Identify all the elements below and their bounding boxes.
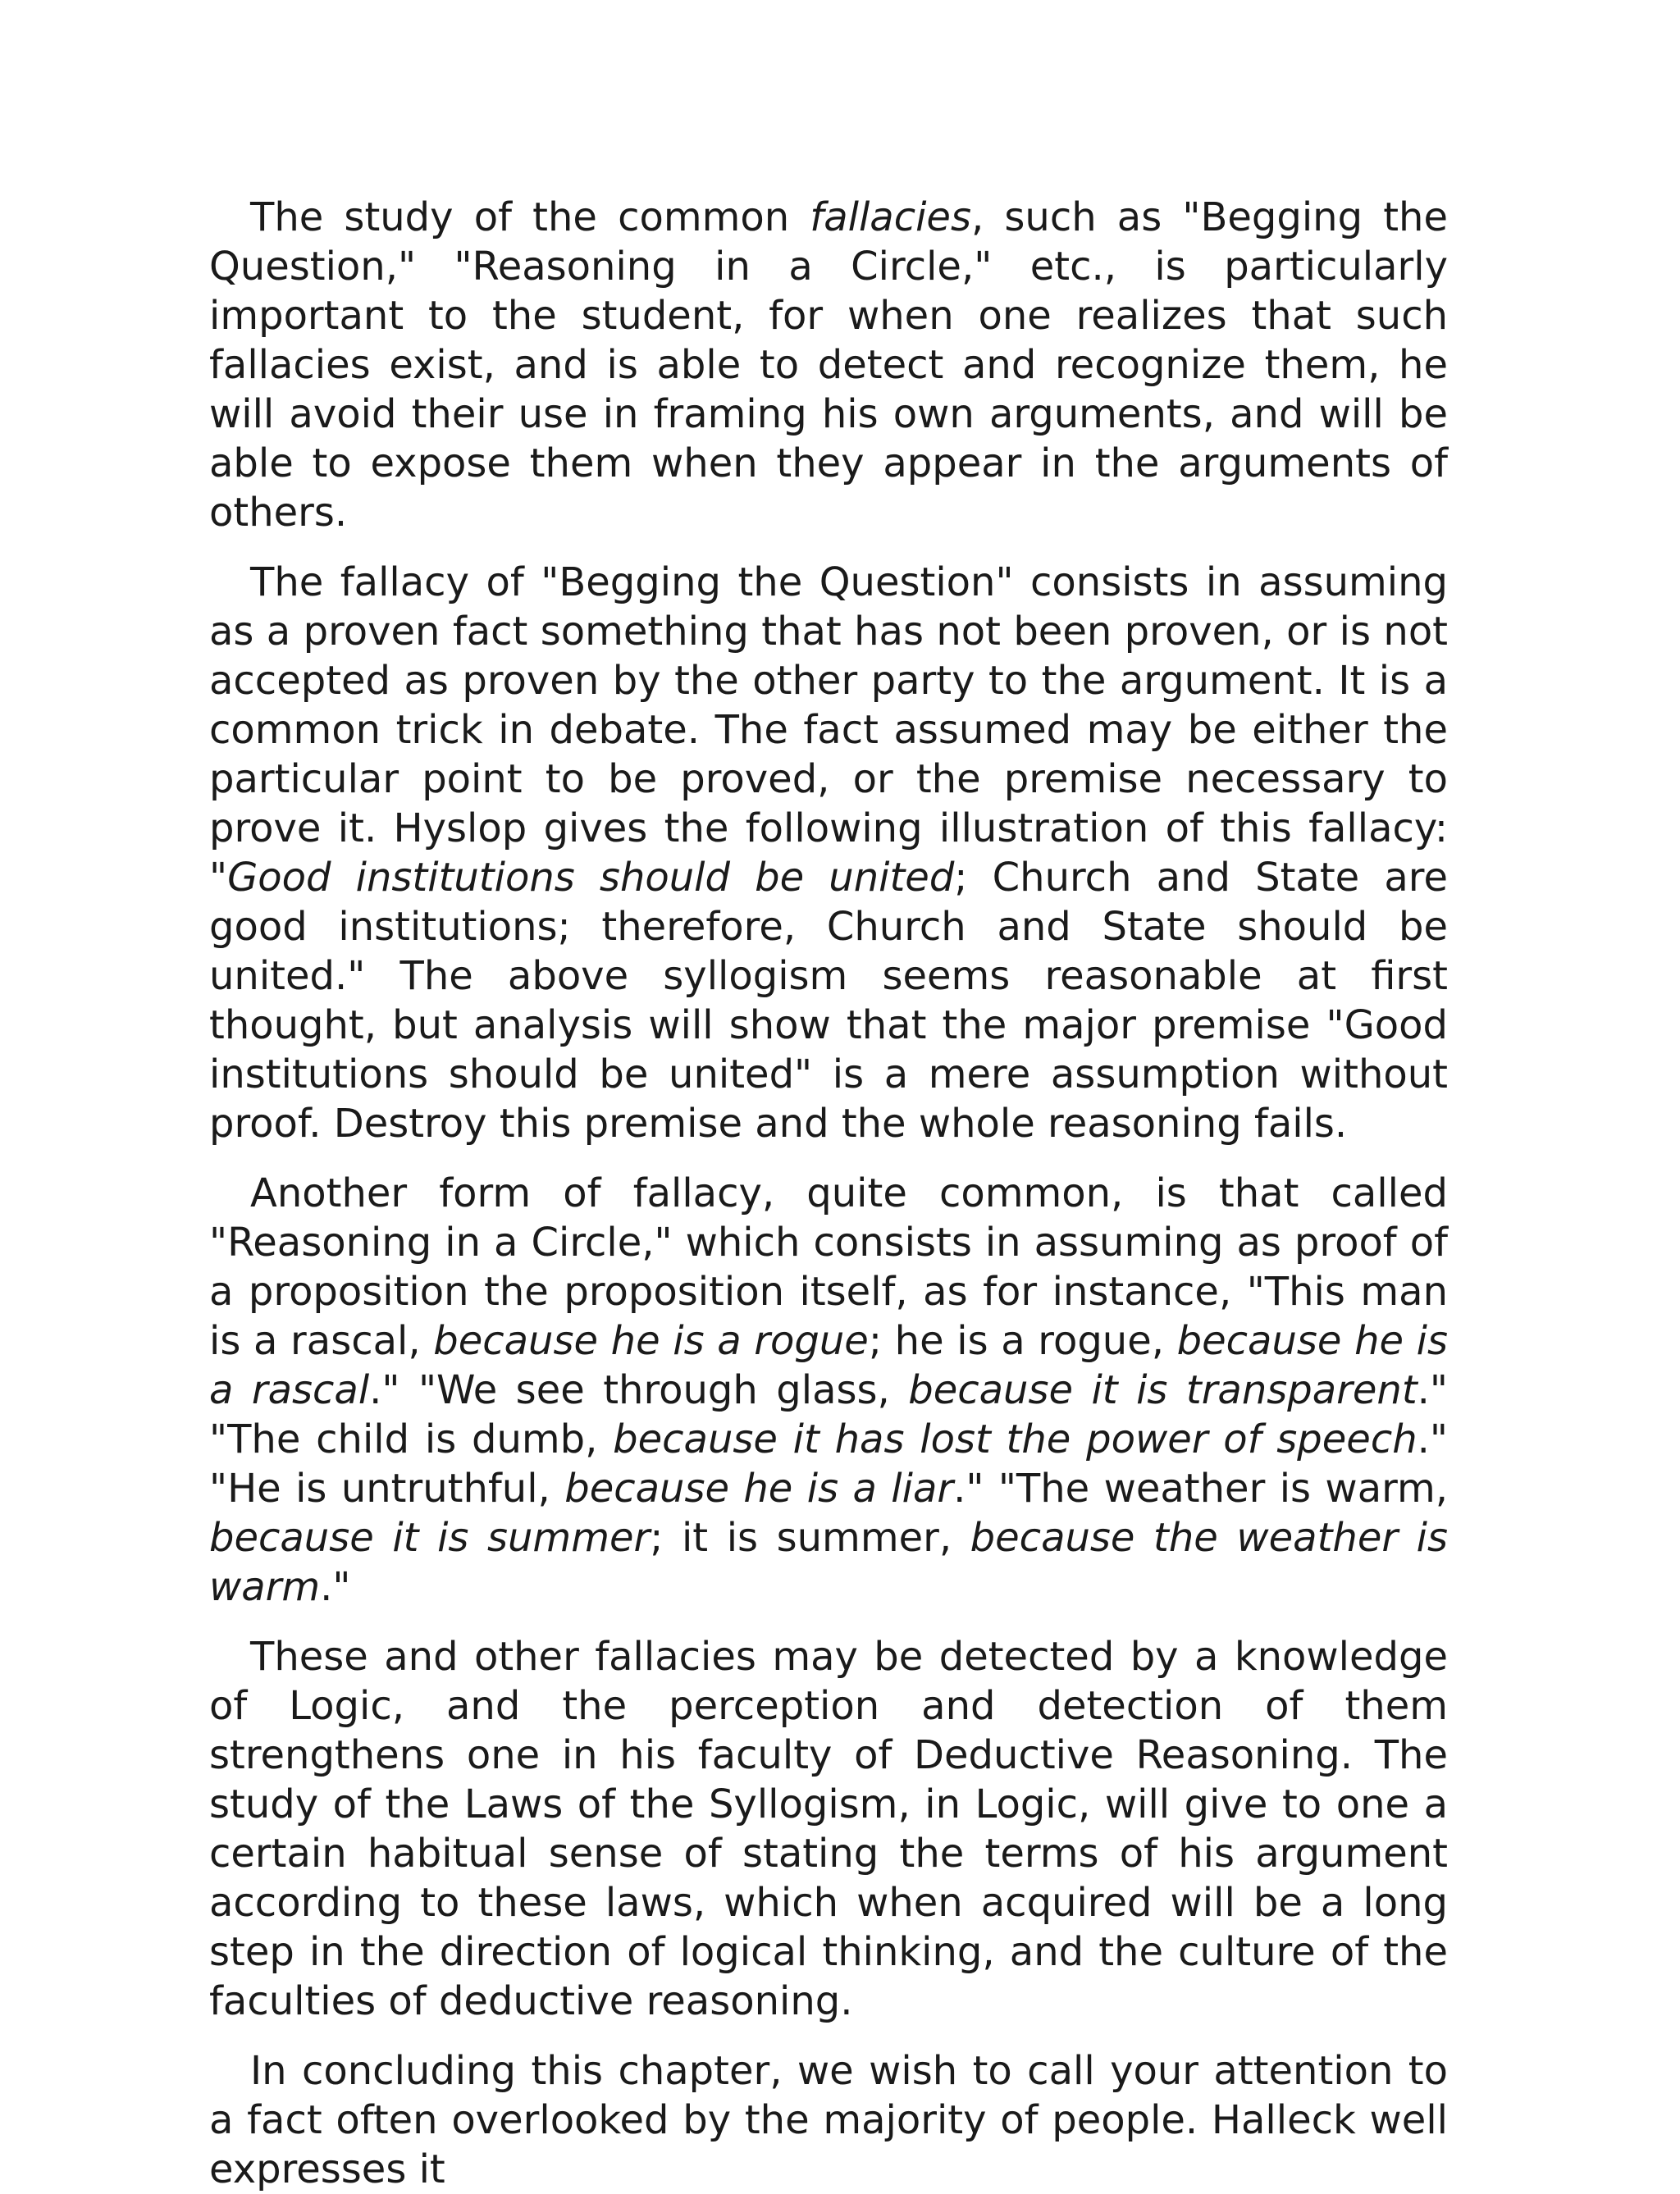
italic-text: because he is a rascal <box>209 1318 1449 1413</box>
text-run: The study of the common <box>250 194 810 240</box>
text-run: In concluding this chapter, we wish to call your attention to a fact often overlooked by the majority of people. Halleck well expresses it <box>209 2048 1448 2192</box>
italic-text: because he is a liar <box>564 1466 954 1512</box>
paragraph-begging-the-question <box>209 558 1448 1148</box>
italic-text: fallacies <box>810 194 971 240</box>
text-run: These and other fallacies may be detected by a knowledge of Logic, and the perception and detection of them strengthens one in his faculty of Deductive Reasoning. The study of the Laws of the Syllogism, in Logic, will give to one a certain habitual sense of stating the terms of his argument according to these laws, which when acquired will be a long step in the direction of logical thinking, and the culture of the faculties of deductive reasoning. <box>209 1634 1448 2024</box>
text-run: ." "We see through glass, <box>369 1367 909 1413</box>
italic-text: because it is summer <box>209 1515 651 1561</box>
text-run: ." "He is untruthful, <box>209 1416 1448 1512</box>
text-run: , such as "Begging the Question," "Reasoning in a Circle," etc., is particularly important to the student, for when one realizes that such fallacies exist, and is able to detect and recognize them, he will avoid their use in framing his own arguments, and will be able to expose them when they appear in the arguments of others. <box>209 194 1448 536</box>
text-run: ; Church and State are good institutions; therefore, Church and State should be united." The above syllogism seems reasonable at first thought, but analysis will show that the major premise "Good institutions should be united" is a mere assumption without proof. Destroy this premise and the whole reasoning fails. <box>209 855 1448 1147</box>
italic-text: Good institutions should be united <box>227 855 955 901</box>
italic-text: because he is a rogue <box>433 1318 869 1364</box>
italic-text: because it is transparent <box>908 1367 1418 1413</box>
document-page <box>209 193 1448 2194</box>
paragraph-reasoning-in-a-circle <box>209 1169 1448 1612</box>
italic-text: because it has lost the power of speech <box>613 1416 1418 1462</box>
text-run: ." <box>320 1564 351 1610</box>
paragraph-laws-of-syllogism <box>209 1632 1448 2026</box>
text-run: Another form of fallacy, quite common, is that called "Reasoning in a Circle," which consists in assuming as proof of a proposition the proposition itself, as for instance, "This man is a rascal, <box>209 1170 1448 1364</box>
text-run: The fallacy of "Begging the Question" consists in assuming as a proven fact something that has not been proven, or is not accepted as proven by the other party to the argument. It is a common trick in debate. The fact assumed may be either the particular point to be proved, or the premise necessary to prove it. Hyslop gives the following illustration of this fallacy: " <box>209 559 1448 901</box>
text-run: ; he is a rogue, <box>868 1318 1177 1364</box>
paragraph-fallacies-intro <box>209 193 1448 537</box>
text-run: ; it is summer, <box>650 1515 970 1561</box>
text-run: ." "The weather is warm, <box>953 1466 1449 1512</box>
paragraph-concluding-chapter <box>209 2046 1448 2194</box>
text-run: ." "The child is dumb, <box>209 1367 1449 1462</box>
italic-text: because the weather is warm <box>209 1515 1448 1610</box>
